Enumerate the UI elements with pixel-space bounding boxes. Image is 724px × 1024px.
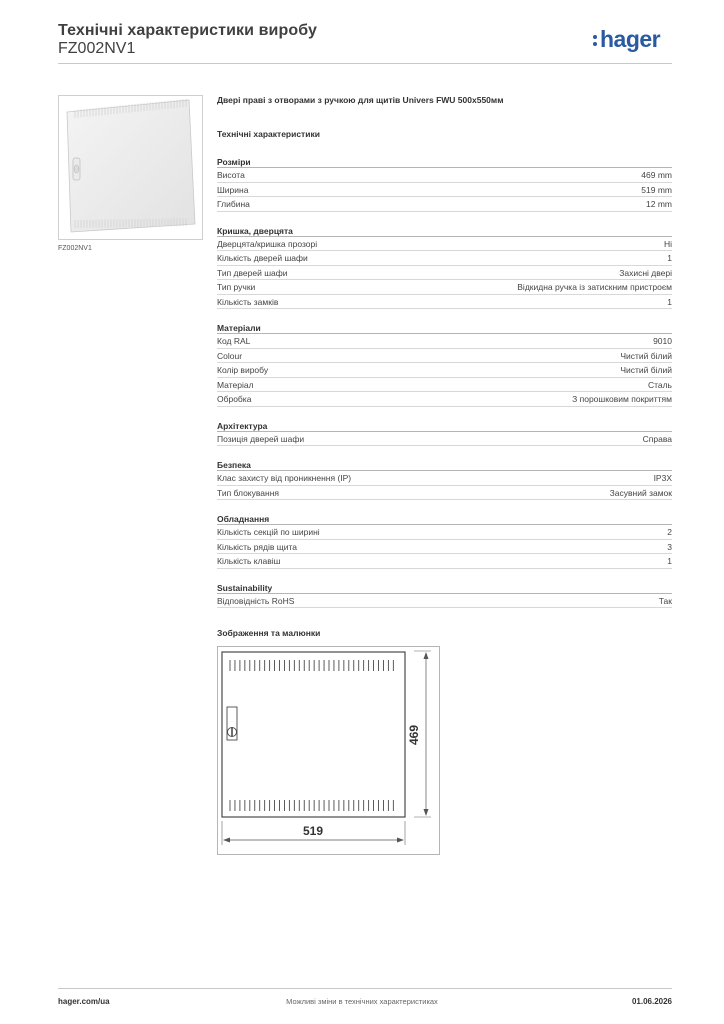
spec-key: Матеріал — [217, 379, 254, 390]
spec-row — [217, 471, 672, 486]
spec-value: 3 — [667, 541, 672, 552]
spec-value: 12 mm — [646, 199, 672, 209]
spec-row — [217, 251, 672, 266]
spec-value: З порошковим покриттям — [572, 394, 672, 404]
spec-key: Позиція дверей шафи — [217, 433, 305, 444]
spec-key: Colour — [217, 350, 243, 361]
spec-section — [217, 154, 672, 212]
spec-row — [217, 525, 672, 540]
spec-key: Глибина — [217, 199, 250, 209]
spec-section — [217, 223, 672, 310]
spec-section-title: Обладнання — [217, 511, 672, 525]
dimension-drawing — [217, 646, 440, 855]
spec-value: Засувний замок — [609, 487, 672, 498]
footer-divider — [58, 988, 672, 989]
spec-row — [217, 554, 672, 569]
spec-section — [217, 511, 672, 569]
spec-value: Чистий білий — [620, 365, 672, 375]
spec-key: Кількість секцій по ширині — [217, 527, 320, 537]
hager-logo[interactable] — [593, 26, 660, 53]
spec-row — [217, 237, 672, 252]
footer-website-link[interactable]: hager.com/ua — [58, 997, 110, 1006]
spec-key: Код RAL — [217, 336, 251, 346]
logo-text: hager — [600, 26, 661, 52]
spec-key: Кількість замків — [217, 296, 279, 307]
door-dimension-drawing — [218, 647, 439, 854]
spec-section-title: Розміри — [217, 154, 672, 168]
spec-value: Справа — [642, 433, 672, 444]
spec-key: Відповідність RoHS — [217, 595, 295, 606]
spec-row — [217, 183, 672, 198]
spec-key: Кількість дверей шафи — [217, 253, 308, 263]
spec-value: Чистий білий — [620, 350, 672, 361]
spec-value: 469 mm — [641, 170, 672, 180]
spec-value: Сталь — [647, 379, 672, 390]
door-outline — [222, 652, 405, 817]
spec-value: IP3X — [653, 473, 672, 483]
header-divider — [58, 63, 672, 64]
spec-section-title: Sustainability — [217, 580, 672, 594]
spec-section-title: Архітектура — [217, 418, 672, 432]
spec-row — [217, 295, 672, 310]
spec-key: Клас захисту від проникнення (IP) — [217, 473, 352, 483]
product-image-caption: FZ002NV1 — [58, 245, 92, 252]
product-code: FZ002NV1 — [58, 40, 136, 57]
spec-value: Так — [658, 595, 672, 606]
logo-dots-icon — [593, 30, 599, 48]
spec-key: Кількість рядів щита — [217, 541, 297, 552]
spec-key: Обробка — [217, 394, 252, 404]
footer-date: 01.06.2026 — [631, 997, 672, 1006]
spec-section — [217, 580, 672, 609]
spec-value: 1 — [667, 556, 672, 566]
spec-row — [217, 363, 672, 378]
spec-section — [217, 457, 672, 500]
height-dimension-label: 469 — [407, 724, 421, 746]
drawings-heading: Зображення та малюнки — [217, 628, 321, 638]
spec-section — [217, 320, 672, 407]
spec-content — [217, 95, 672, 608]
spec-value: Захисні двері — [619, 267, 672, 278]
spec-row — [217, 594, 672, 609]
spec-value: 519 mm — [641, 184, 672, 195]
spec-heading: Технічні характеристики — [217, 129, 320, 139]
spec-row — [217, 378, 672, 393]
spec-value: Відкидна ручка із затискним пристроєм — [517, 282, 672, 292]
spec-section-title: Матеріали — [217, 320, 672, 334]
door-panel-image — [59, 96, 202, 239]
spec-key: Колір виробу — [217, 365, 269, 375]
spec-row — [217, 280, 672, 295]
spec-key: Тип ручки — [217, 282, 256, 292]
spec-key: Дверцята/кришка прозорі — [217, 238, 318, 249]
spec-value: 9010 — [653, 336, 672, 346]
spec-key: Ширина — [217, 184, 249, 195]
spec-row — [217, 334, 672, 349]
spec-key: Тип дверей шафи — [217, 267, 288, 278]
page-title: Технічні характеристики виробу — [58, 22, 317, 39]
spec-key: Тип блокування — [217, 487, 280, 498]
product-image — [58, 95, 203, 240]
product-title: Двері праві з отворами з ручкою для щитів Univers FWU 500x550мм — [217, 95, 504, 105]
spec-sections — [217, 154, 672, 608]
footer-disclaimer: Можливі зміни в технічних характеристиках — [286, 997, 438, 1006]
spec-section-title: Безпека — [217, 457, 672, 471]
spec-section-title: Кришка, дверцята — [217, 223, 672, 237]
spec-value: 1 — [667, 253, 672, 263]
spec-row — [217, 197, 672, 212]
spec-row — [217, 432, 672, 447]
spec-row — [217, 168, 672, 183]
spec-row — [217, 486, 672, 501]
spec-key: Кількість клавіш — [217, 556, 281, 566]
spec-value: 2 — [667, 527, 672, 537]
spec-key: Висота — [217, 170, 245, 180]
spec-row — [217, 349, 672, 364]
spec-row — [217, 540, 672, 555]
width-dimension-label: 519 — [302, 824, 324, 838]
spec-value: 1 — [667, 296, 672, 307]
spec-value: Ні — [663, 238, 672, 249]
spec-section — [217, 418, 672, 447]
spec-row — [217, 392, 672, 407]
spec-row — [217, 266, 672, 281]
